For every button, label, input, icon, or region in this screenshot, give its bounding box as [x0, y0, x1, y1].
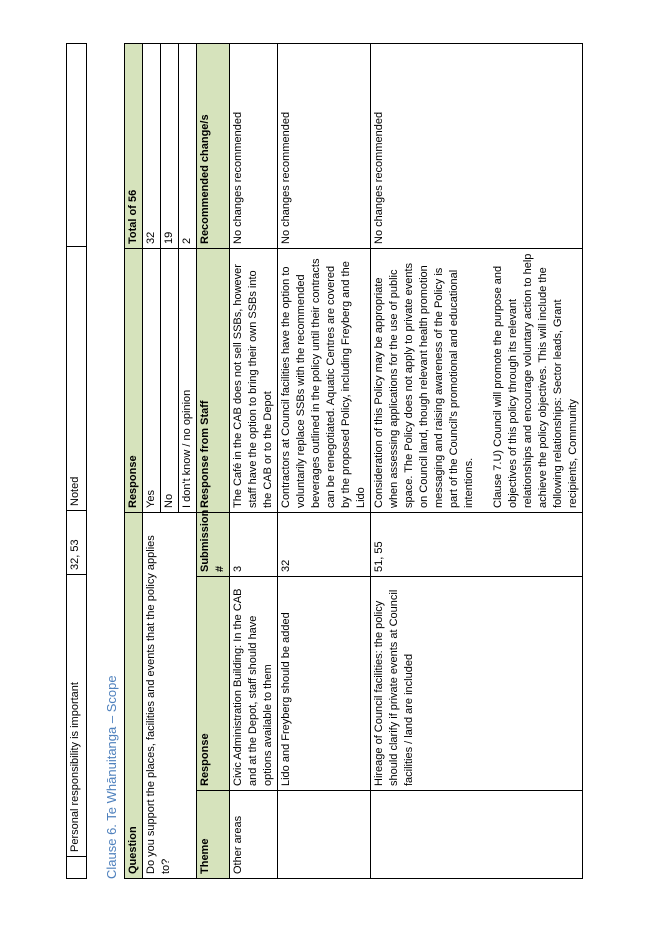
response-header: Response — [197, 577, 230, 791]
submission-cell: 51, 55 — [371, 513, 583, 577]
staff-response-cell: Contractors at Council facilities have the option to voluntarily replace SSBs with the recommended beverages outlined in the policy until their contracts can be renegotiated. Aquatic Centres are covered by the proposed Policy, including Freyberg and the Lido — [278, 249, 371, 513]
table-row — [143, 44, 161, 879]
submission-header: Submission # — [197, 513, 230, 577]
recommended-change-header: Recommended change/s — [197, 44, 230, 249]
table-row — [278, 44, 371, 879]
table-row — [230, 44, 278, 879]
table-cell: Personal responsibility is important — [67, 575, 87, 857]
recommended-change-cell: No changes recommended — [278, 44, 371, 249]
response-header: Response — [125, 249, 143, 513]
submission-cell: 3 — [230, 513, 278, 577]
staff-response-header: Response from Staff — [197, 249, 230, 513]
staff-response-paragraph: Clause 7.U) Council will promote the purpose and objectives of this policy through its relevant relationships and encourage voluntary action to help achieve the policy objectives. This will include the following relationships: Sector leads, Grant recipients, Community — [492, 253, 579, 508]
previous-clause-table-tail — [66, 43, 87, 879]
theme-cell — [278, 791, 371, 879]
theme-cell — [371, 791, 583, 879]
question-header-row — [125, 44, 143, 879]
recommended-change-cell: No changes recommended — [230, 44, 278, 249]
option-count: 2 — [179, 44, 197, 249]
table-cell — [67, 857, 87, 879]
theme-header: Theme — [197, 791, 230, 879]
option-label: I don't know / no opinion — [179, 249, 197, 513]
staff-response-paragraph: Consideration of this Policy may be appropriate when assessing applications for the use of public space. The Policy does not apply to private events on Council land, though relevant health promotion messaging and raising awareness of the Policy is part of the Council's promotional and educational intentions. — [373, 263, 475, 508]
table-row — [67, 44, 87, 879]
response-cell: Civic Administration Building: In the CAB and at the Depot, staff should have options available to them — [230, 577, 278, 791]
staff-response-cell — [371, 249, 583, 513]
option-label: No — [161, 249, 179, 513]
question-header: Question — [125, 513, 143, 879]
recommended-change-cell: No changes recommended — [371, 44, 583, 249]
table-cell — [67, 44, 87, 247]
option-count: 19 — [161, 44, 179, 249]
table-cell: 32, 53 — [67, 511, 87, 575]
theme-cell: Other areas — [230, 791, 278, 879]
submission-cell: 32 — [278, 513, 371, 577]
response-cell: Hireage of Council facilities: the policy should clarify if private events at Council facilities / land are included — [371, 577, 583, 791]
option-count: 32 — [143, 44, 161, 249]
table-cell: Noted — [67, 247, 87, 511]
option-label: Yes — [143, 249, 161, 513]
theme-header-row — [197, 44, 230, 879]
response-cell: Lido and Freyberg should be added — [278, 577, 371, 791]
clause-heading: Clause 6. Te Whānuitanga – Scope — [104, 675, 119, 879]
table-row — [371, 44, 583, 879]
scope-table — [124, 43, 583, 879]
total-header: Total of 56 — [125, 44, 143, 249]
question-text: Do you support the places, facilities and events that the policy applies to? — [143, 513, 197, 879]
staff-response-cell: The Café in the CAB does not sell SSBs, however staff have the option to bring their own SSBs into the CAB or to the Depot — [230, 249, 278, 513]
